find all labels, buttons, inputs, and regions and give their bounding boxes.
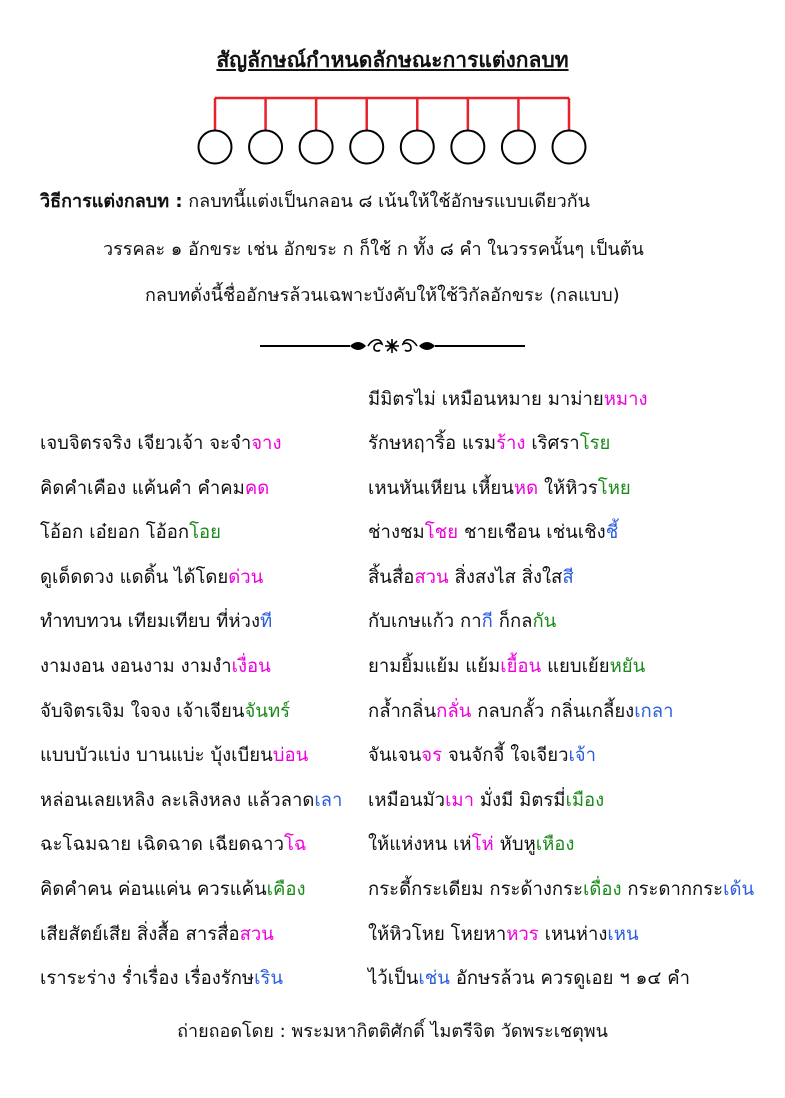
verse-right-tail: ให้หิวร bbox=[538, 478, 598, 499]
verse-left bbox=[40, 833, 307, 857]
verse-right bbox=[368, 744, 596, 768]
verse-right bbox=[368, 566, 574, 590]
verse-right-tail: เหนห่าง bbox=[538, 924, 608, 945]
verse-right-end-word: โรย bbox=[579, 433, 611, 454]
verse-right bbox=[368, 789, 604, 813]
verse-left-end-word: ที bbox=[259, 611, 273, 632]
intro-text-1: กลบทนี้แต่งเป็นกลอน ๘ เน้นให้ใช้อักษรแบบเดียวกัน bbox=[188, 191, 590, 212]
verse-right bbox=[368, 477, 631, 501]
verse-right-inner-rhyme: หวร bbox=[506, 924, 539, 945]
verse-right bbox=[368, 655, 645, 679]
syllable-circle bbox=[401, 131, 434, 164]
verse-left bbox=[40, 521, 221, 545]
verse-right-inner-rhyme: หด bbox=[513, 478, 539, 499]
verse-right-tail: มั่งมี มิตรมี่ bbox=[473, 790, 566, 811]
verse-left bbox=[40, 744, 308, 768]
verse-left-text: โอ้อก เอ๋ยอก โอ้อก bbox=[40, 522, 190, 543]
verse-left-text: คิดคำคน ค่อนแค่น ควรแค้น bbox=[40, 879, 267, 900]
syllable-structure-diagram bbox=[0, 88, 785, 170]
verse-left-end-word: บ่อน bbox=[272, 745, 309, 766]
verse-right bbox=[368, 967, 690, 991]
verse-right-end-word: เจ้า bbox=[568, 745, 597, 766]
verse-right bbox=[368, 432, 610, 456]
verse-right-inner-rhyme: กี bbox=[481, 611, 493, 632]
verse-right-inner-rhyme: ร้าง bbox=[496, 433, 526, 454]
verse-right-tail: อักษรล้วน ควรดูเอย ฯ ๑๔ คำ bbox=[449, 968, 691, 989]
intro-line-2: วรรคละ ๑ อักขระ เช่น อักขระ ก ก็ใช้ ก ทั้ง ๘ คำ ในวรรคนั้นๆ เป็นต้น bbox=[103, 239, 644, 260]
verse-right bbox=[368, 833, 574, 857]
method-label: วิธีการแต่งกลบท : bbox=[40, 191, 183, 212]
verse-left bbox=[40, 432, 281, 456]
verse-right bbox=[368, 923, 639, 947]
ornamental-divider-icon bbox=[255, 334, 530, 358]
verse-right-text: เหมือนมัว bbox=[368, 790, 446, 811]
verse-left-end-word: สวน bbox=[239, 924, 274, 945]
verse-right-tail: แยบเย้ย bbox=[541, 656, 610, 677]
footer-credit: ถ่ายถอดโดย : พระมหากิตติศักดิ์ ไมตรีจิต วัดพระเชตุพน bbox=[177, 1021, 608, 1042]
verse-right-text: รักษหฤาริ้อ แรม bbox=[368, 433, 497, 454]
verse-right-tail: กลบกลั้ว กลิ่นเกลี้ยง bbox=[471, 701, 635, 722]
verse-left bbox=[40, 610, 272, 634]
syllable-circle bbox=[350, 131, 383, 164]
verse-right-inner-rhyme: จร bbox=[421, 745, 443, 766]
verse-opening-text: มีมิตรไม่ เหมือนหมาย มาม่าย bbox=[368, 389, 604, 410]
verse-right-text: ให้หิวโหย โหยหา bbox=[368, 924, 507, 945]
verse-left-end-word: จาง bbox=[251, 433, 282, 454]
verse-right-text: ไว้เป็น bbox=[368, 968, 419, 989]
verse-left-end-word: คด bbox=[244, 478, 270, 499]
verse-right bbox=[368, 521, 618, 545]
verse-right-text: จันเจน bbox=[368, 745, 422, 766]
verse-right-inner-rhyme: โชย bbox=[424, 522, 459, 543]
verse-right-tail: หับหู bbox=[493, 834, 536, 855]
syllable-circle bbox=[553, 131, 586, 164]
verse-left bbox=[40, 967, 283, 991]
syllable-circle bbox=[451, 131, 484, 164]
verse-left-text: แบบบัวแบ่ง บานแบ่ะ บุ้งเบียน bbox=[40, 745, 273, 766]
verse-left-text: ดูเด็ดดวง แดดิ้น ได้โดย bbox=[40, 567, 229, 588]
verse-left-end-word: โอย bbox=[189, 522, 221, 543]
verse-right-inner-rhyme: เมา bbox=[445, 790, 474, 811]
verse-right bbox=[368, 610, 556, 634]
verse-right-end-word: เมือง bbox=[565, 790, 605, 811]
syllable-circle bbox=[199, 131, 232, 164]
verse-left-text: เราระร่าง ร่ำเรื่อง เรื่องรักษ bbox=[40, 968, 255, 989]
verse-opening bbox=[368, 388, 648, 412]
verse-left-text: คิดคำเคือง แค้นคำ คำคม bbox=[40, 478, 245, 499]
verse-left-text: เสียสัตย์เสีย สิ่งสื้อ สารสื่อ bbox=[40, 924, 240, 945]
verse-right-end-word: กัน bbox=[532, 611, 557, 632]
verse-left-text: ทำทบทวน เทียมเทียบ ที่ห่วง bbox=[40, 611, 260, 632]
verse-opening-end: หมาง bbox=[603, 389, 648, 410]
verse-left-text: หล่อนเลยเหลิง ละเลิงหลง แล้วลาด bbox=[40, 790, 315, 811]
verse-right-end-word: เกลา bbox=[634, 701, 674, 722]
page-title: สัญลักษณ์กำหนดลักษณะการแต่งกลบท bbox=[216, 48, 569, 72]
verse-left bbox=[40, 789, 342, 813]
syllable-circle bbox=[502, 131, 535, 164]
intro-line-1 bbox=[40, 186, 590, 215]
verse-right-end-word: เหน bbox=[607, 924, 639, 945]
verse-right-tail: สิ่งสงไส สิ่งใส bbox=[448, 567, 563, 588]
verse-right-text: ช่างชม bbox=[368, 522, 425, 543]
verse-right bbox=[368, 878, 754, 902]
verse-right-text: สิ้นสื่อ bbox=[368, 567, 415, 588]
verse-right-inner-rhyme: สวน bbox=[414, 567, 449, 588]
verse-left-text: จับจิตรเจิม ใจจง เจ้าเจียน bbox=[40, 701, 245, 722]
verse-right-text: ให้แห่งหน เห่ bbox=[368, 834, 472, 855]
verse-right-tail: จนจักจี้ ใจเจียว bbox=[442, 745, 569, 766]
verse-left-end-word: จันทร์ bbox=[244, 701, 291, 722]
verse-right-text: กล้ำกลิ่น bbox=[368, 701, 437, 722]
verse-right-end-word: เด้น bbox=[723, 879, 755, 900]
verse-left bbox=[40, 566, 263, 590]
verse-right-tail: ชายเชือน เช่นเชิง bbox=[458, 522, 606, 543]
verse-right-text: กับเกษแก้ว กา bbox=[368, 611, 482, 632]
verse-right-inner-rhyme: เดื่อง bbox=[583, 879, 622, 900]
verse-right-inner-rhyme: เยื้อน bbox=[500, 656, 542, 677]
verse-right-text: เหนหันเหียน เหี้ยน bbox=[368, 478, 514, 499]
verse-left bbox=[40, 700, 290, 724]
verse-left-text: งามงอน งอนงาม งามงำ bbox=[40, 656, 232, 677]
verse-right-inner-rhyme: โห่ bbox=[471, 834, 494, 855]
verse-right-tail: กระดากกระ bbox=[621, 879, 724, 900]
verse-left bbox=[40, 655, 271, 679]
verse-left-end-word: เงื่อน bbox=[231, 656, 271, 677]
verse-right-end-word: หยัน bbox=[609, 656, 646, 677]
intro-line-3: กลบทดั่งนี้ชื่ออักษรล้วนเฉพาะบังคับให้ใช้วิกัลอักขระ (กลแบบ) bbox=[145, 285, 620, 306]
verse-right-tail: เริศรา bbox=[525, 433, 580, 454]
verse-left-end-word: เลา bbox=[314, 790, 343, 811]
verse-right-end-word: สี bbox=[562, 567, 574, 588]
verse-left-end-word: เริน bbox=[254, 968, 284, 989]
verse-right-end-word: เหือง bbox=[535, 834, 575, 855]
verse-right-end-word: โหย bbox=[597, 478, 631, 499]
verse-right-end-word: ชี้ bbox=[605, 522, 619, 543]
verse-right-inner-rhyme: เช่น bbox=[418, 968, 450, 989]
verse-right-text: ยามยิ้มแย้ม แย้ม bbox=[368, 656, 501, 677]
verse-right-inner-rhyme: กลั่น bbox=[436, 701, 472, 722]
verse-right-tail: ก็กล bbox=[492, 611, 533, 632]
verse-left bbox=[40, 923, 274, 947]
syllable-circle bbox=[249, 131, 282, 164]
verse-left bbox=[40, 477, 269, 501]
verse-left-text: ฉะโฉมฉาย เฉิดฉาด เฉียดฉาว bbox=[40, 834, 284, 855]
syllable-circle bbox=[300, 131, 333, 164]
verse-left-text: เจบจิตรจริง เจียวเจ้า จะจำ bbox=[40, 433, 252, 454]
verse-left-end-word: โฉ bbox=[283, 834, 307, 855]
verse-right bbox=[368, 700, 673, 724]
verse-left-end-word: ด่วน bbox=[228, 567, 264, 588]
verse-left-end-word: เคือง bbox=[266, 879, 306, 900]
verse-left bbox=[40, 878, 306, 902]
verse-right-text: กระดี้กระเดียม กระด้างกระ bbox=[368, 879, 583, 900]
